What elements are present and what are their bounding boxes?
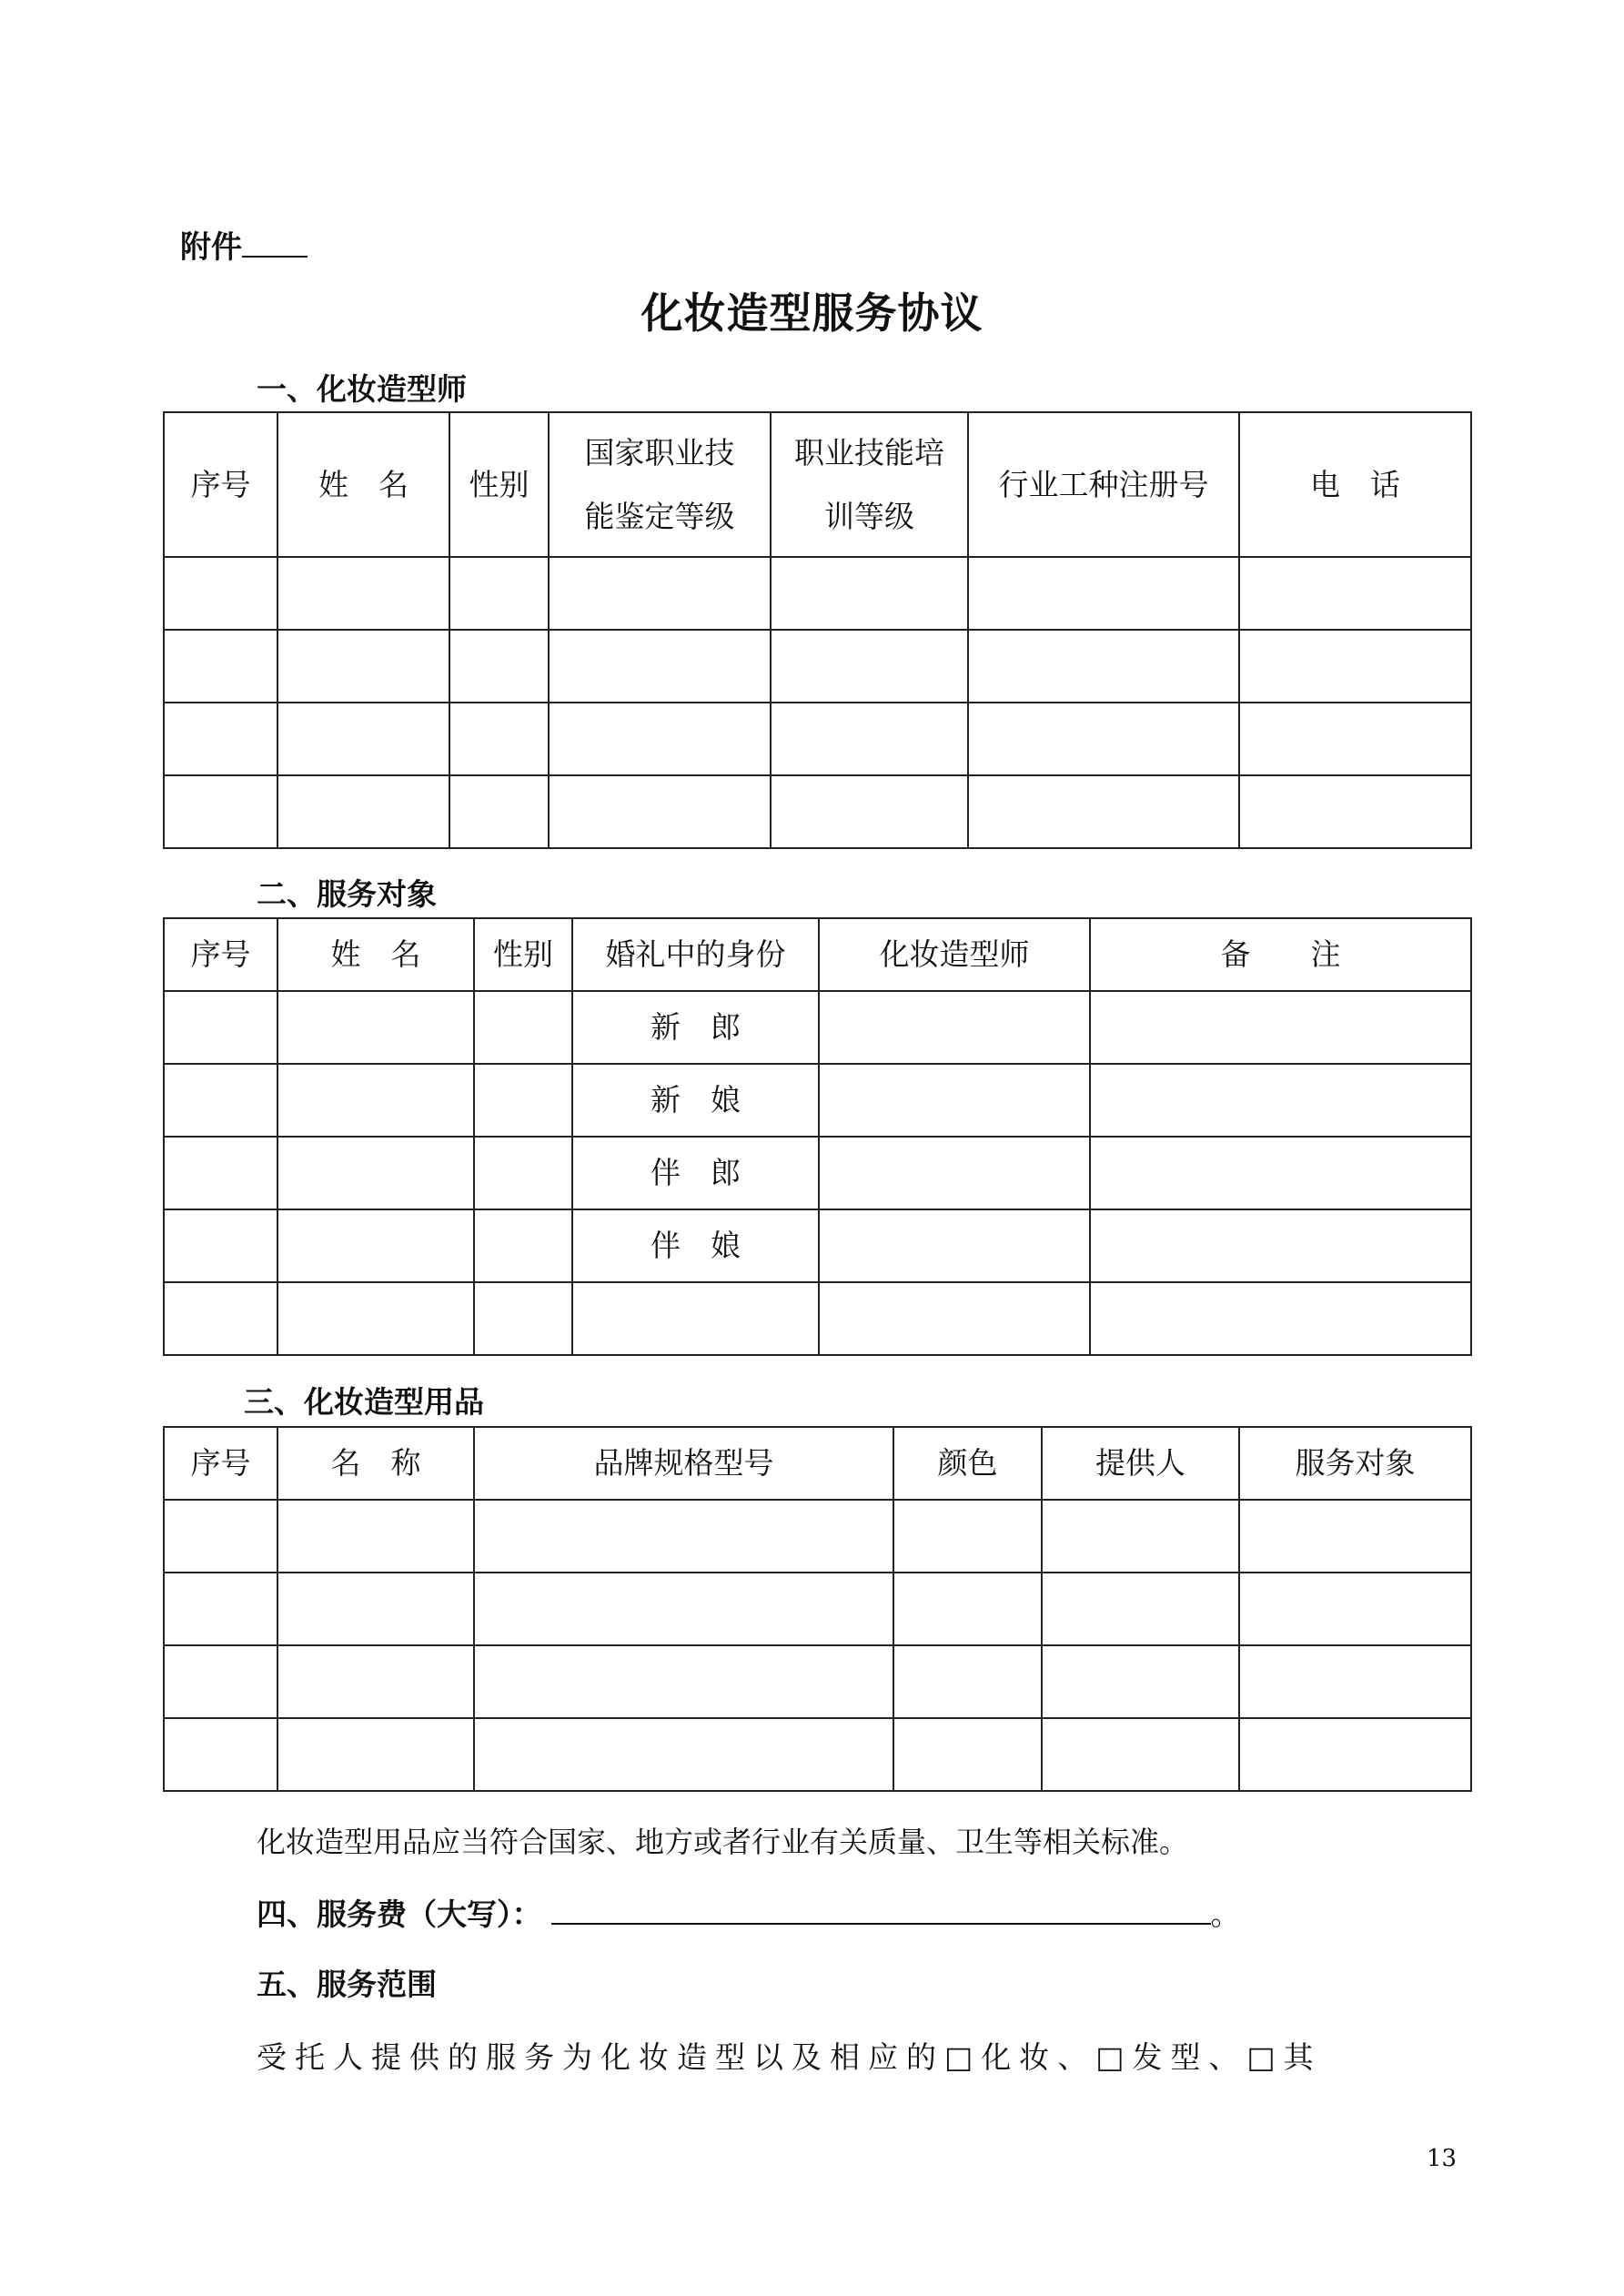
table-row [164,1500,1471,1573]
table-cell[interactable] [968,557,1239,630]
table-cell[interactable] [1090,1137,1471,1209]
table-cell[interactable] [1239,1645,1471,1718]
col-header-provider: 提供人 [1042,1427,1239,1500]
col-header-brand-spec: 品牌规格型号 [474,1427,893,1500]
table-row [164,557,1471,630]
page-title: 化妆造型服务协议 [641,288,983,338]
table-cell[interactable] [1239,1718,1471,1791]
table-cell[interactable] [277,703,449,775]
table-cell[interactable] [893,1500,1042,1573]
table-row [164,1645,1471,1718]
table-cell[interactable] [449,775,549,848]
separator: 、 [1057,2039,1096,2075]
table-cell[interactable] [277,1500,474,1573]
table-cell[interactable] [893,1645,1042,1718]
table-cell[interactable] [164,1573,277,1645]
table-cell[interactable] [164,1645,277,1718]
period-mark: 。 [1210,1896,1241,1932]
table-cell[interactable] [277,991,474,1064]
table-cell[interactable] [1042,1645,1239,1718]
table-cell[interactable] [549,703,771,775]
table-cell: 伴 郎 [572,1137,819,1209]
section1-heading: 一、化妆造型师 [257,371,467,407]
table-row [164,991,1471,1064]
service-fee-label: 四、服务费（大写）： [257,1896,542,1932]
table-row [164,1064,1471,1137]
option-makeup: 化妆 [981,2039,1058,2075]
table-cell[interactable] [893,1573,1042,1645]
table-cell[interactable] [549,630,771,703]
table-cell[interactable] [474,1064,572,1137]
table-cell[interactable] [1239,1573,1471,1645]
table-row [164,630,1471,703]
header-line: 训等级 [824,498,914,534]
table-cell[interactable] [164,1718,277,1791]
table-cell[interactable] [164,557,277,630]
table-cell[interactable] [474,1500,893,1573]
table-row [164,775,1471,848]
table-cell[interactable] [968,630,1239,703]
table-cell[interactable] [819,991,1090,1064]
table-cell[interactable] [164,630,277,703]
table-cell[interactable] [1090,1209,1471,1282]
attachment-label [180,222,308,267]
col-header-index: 序号 [164,1427,277,1500]
header-line: 能鉴定等级 [584,498,735,534]
table-cell[interactable] [1090,1064,1471,1137]
page-number: 13 [1427,2145,1458,2172]
service-fee-input[interactable] [551,1896,1211,1925]
table-cell[interactable] [1239,557,1471,630]
col-header-index: 序号 [164,918,277,991]
table-cell[interactable] [449,703,549,775]
table-row [164,1573,1471,1645]
table-cell[interactable] [771,703,968,775]
col-header-name: 姓 名 [277,412,449,557]
col-header-registration-no: 行业工种注册号 [968,412,1239,557]
table-cell[interactable] [549,557,771,630]
table-row [164,1718,1471,1791]
col-header-gender: 性别 [474,918,572,991]
table-header-row [164,918,1471,991]
col-header-service-target: 服务对象 [1239,1427,1471,1500]
col-header-stylist: 化妆造型师 [819,918,1090,991]
table-cell: 新 娘 [572,1064,819,1137]
service-scope-text [257,2034,1458,2077]
table-cell[interactable] [164,703,277,775]
table-cell[interactable] [277,1718,474,1791]
separator: 、 [1208,2039,1247,2075]
supplies-standard-note: 化妆造型用品应当符合国家、地方或者行业有关质量、卫生等相关标准。 [257,1825,1189,1859]
table-cell[interactable] [474,991,572,1064]
table-cell[interactable] [474,1137,572,1209]
table-row [164,1282,1471,1355]
checkbox-other[interactable]: □ [1246,2039,1284,2075]
table-cell[interactable] [968,703,1239,775]
table-cell[interactable] [277,1137,474,1209]
client-table [163,917,1472,1356]
table-cell[interactable] [164,775,277,848]
table-cell[interactable] [819,1064,1090,1137]
option-other: 其 [1283,2039,1322,2075]
section3-heading: 三、化妆造型用品 [244,1384,484,1420]
table-cell[interactable] [1042,1718,1239,1791]
col-header-wedding-role: 婚礼中的身份 [572,918,819,991]
table-cell[interactable] [474,1209,572,1282]
table-header-row [164,412,1471,557]
col-header-index: 序号 [164,412,277,557]
checkbox-hairstyle[interactable]: □ [1095,2039,1133,2075]
section5-heading: 五、服务范围 [257,1967,437,2002]
table-cell[interactable] [164,1282,277,1355]
table-cell[interactable] [1090,991,1471,1064]
table-cell[interactable] [474,1573,893,1645]
table-cell: 伴 娘 [572,1209,819,1282]
stylist-table [163,411,1472,849]
table-cell[interactable] [572,1282,819,1355]
col-header-name: 姓 名 [277,918,474,991]
service-fee-row [257,1891,1241,1934]
table-cell[interactable] [1090,1282,1471,1355]
checkbox-makeup[interactable]: □ [944,2039,982,2075]
table-cell[interactable] [819,1282,1090,1355]
table-cell[interactable] [277,1209,474,1282]
table-cell[interactable] [819,1137,1090,1209]
table-cell[interactable] [549,775,771,848]
header-line: 国家职业技 [584,434,735,470]
table-header-row [164,1427,1471,1500]
table-cell[interactable] [1042,1500,1239,1573]
option-hairstyle: 发型 [1132,2039,1209,2075]
attachment-text: 附件 [180,229,242,266]
table-cell[interactable] [277,1645,474,1718]
col-header-item-name: 名 称 [277,1427,474,1500]
col-header-national-level [549,412,771,557]
col-header-training-level [771,412,968,557]
section2-heading: 二、服务对象 [257,876,437,912]
table-cell[interactable] [1239,775,1471,848]
table-cell[interactable] [164,1500,277,1573]
table-cell[interactable] [474,1645,893,1718]
table-cell[interactable] [449,630,549,703]
table-cell[interactable] [771,775,968,848]
table-cell[interactable] [277,630,449,703]
table-cell[interactable] [474,1718,893,1791]
col-header-color: 颜色 [893,1427,1042,1500]
table-cell: 新 郎 [572,991,819,1064]
table-cell[interactable] [1239,630,1471,703]
table-cell[interactable] [277,557,449,630]
table-cell[interactable] [449,557,549,630]
table-cell[interactable] [1239,703,1471,775]
table-cell[interactable] [164,1209,277,1282]
table-row [164,1209,1471,1282]
table-cell[interactable] [1239,1500,1471,1573]
table-cell[interactable] [277,775,449,848]
table-cell[interactable] [164,1064,277,1137]
table-cell[interactable] [968,775,1239,848]
col-header-phone: 电 话 [1239,412,1471,557]
table-cell[interactable] [164,991,277,1064]
table-cell[interactable] [277,1573,474,1645]
table-cell[interactable] [771,557,968,630]
table-cell[interactable] [277,1282,474,1355]
table-cell[interactable] [819,1209,1090,1282]
table-cell[interactable] [771,630,968,703]
scope-prefix: 受托人提供的服务为化妆造型以及相应的 [257,2039,944,2075]
table-cell[interactable] [474,1282,572,1355]
table-cell[interactable] [164,1137,277,1209]
table-row [164,1137,1471,1209]
col-header-gender: 性别 [449,412,549,557]
table-cell[interactable] [277,1064,474,1137]
attachment-number-blank[interactable] [242,228,308,258]
supplies-table [163,1426,1472,1792]
table-cell[interactable] [893,1718,1042,1791]
table-row [164,703,1471,775]
col-header-remarks: 备 注 [1090,918,1471,991]
header-line: 职业技能培 [794,434,944,470]
table-cell[interactable] [1042,1573,1239,1645]
